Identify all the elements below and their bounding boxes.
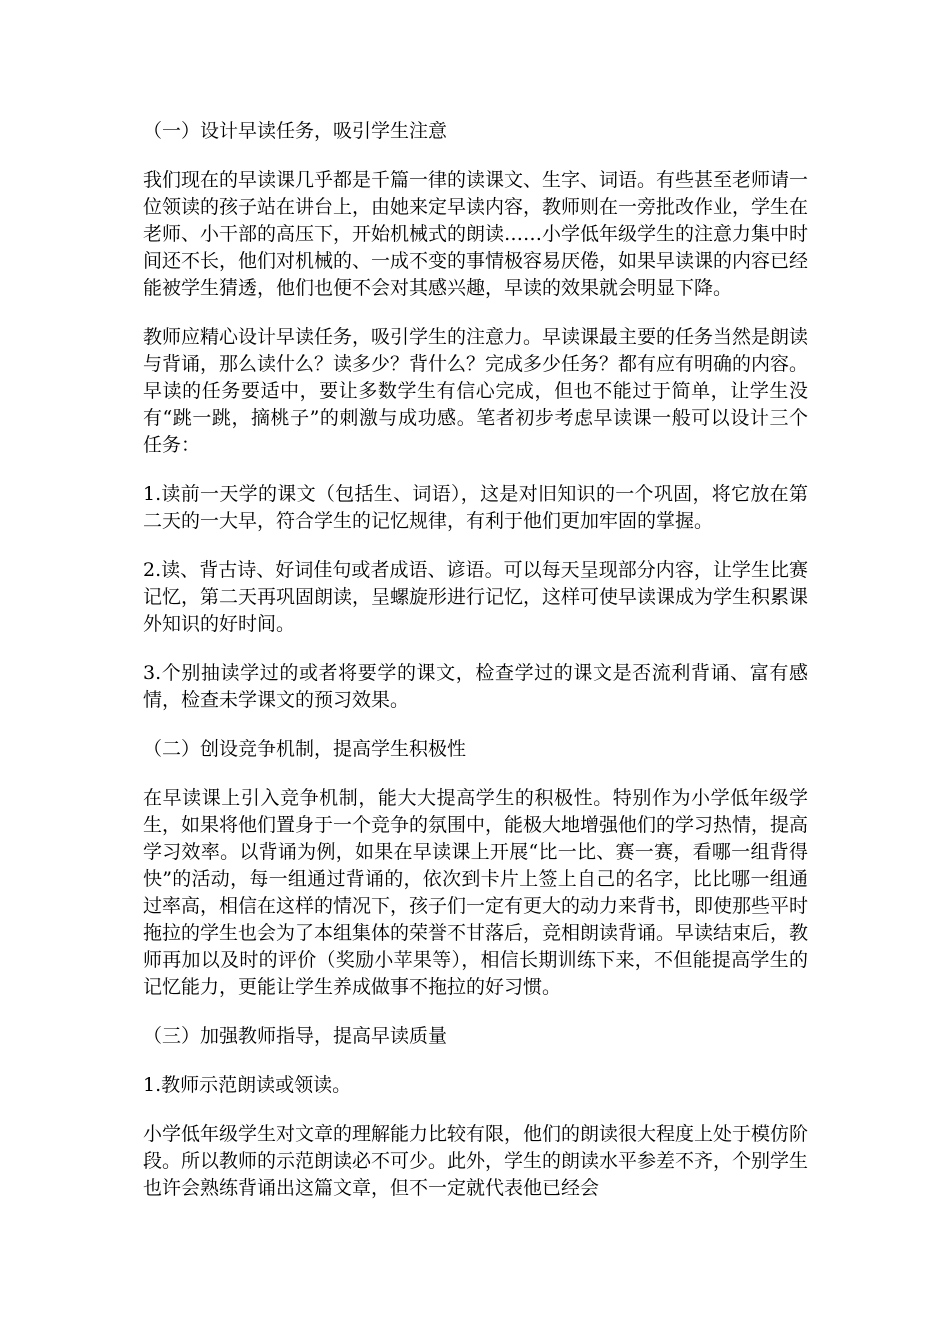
section-heading-2: （二）创设竞争机制，提高学生积极性 — [143, 738, 467, 760]
list-item: 3.个别抽读学过的或者将要学的课文，检查学过的课文是否流利背诵、富有感情，检查未学课文的预习效果。 — [143, 662, 808, 711]
list-item: 1.教师示范朗读或领读。 — [143, 1074, 352, 1096]
paragraph: 在早读课上引入竞争机制，能大大提高学生的积极性。特别作为小学低年级学生，如果将他们置身于一个竞争的氛围中，能极大地增强他们的学习热情，提高学习效率。以背诵为例，如果在早读课上开展“比一比、赛一赛，看哪一组背得快”的活动，每一组通过背诵的，依次到卡片上签上自己的名字，比比哪一组通过率高，相信在这样的情况下，孩子们一定有更大的动力来背书，即使那些平时拖拉的学生也会为了本组集体的荣誉不甘落后，竞相朗读背诵。早读结束后，教师再加以及时的评价（奖励小苹果等），相信长期训练下来，不但能提高学生的记忆能力，更能让学生养成做事不拖拉的好习惯。 — [143, 787, 809, 998]
section-heading-3: （三）加强教师指导，提高早读质量 — [143, 1025, 448, 1047]
list-item: 1.读前一天学的课文（包括生、词语），这是对旧知识的一个巩固，将它放在第二天的一大早，符合学生的记忆规律，有利于他们更加牢固的掌握。 — [143, 483, 808, 532]
paragraph: 小学低年级学生对文章的理解能力比较有限，他们的朗读很大程度上处于模仿阶段。所以教师的示范朗读必不可少。此外，学生的朗读水平参差不齐，个别学生也许会熟练背诵出这篇文章，但不一定就代表他已经会 — [143, 1123, 809, 1199]
paragraph: 教师应精心设计早读任务，吸引学生的注意力。早读课最主要的任务当然是朗读与背诵，那么读什么？读多少？背什么？完成多少任务？都有应有明确的内容。早读的任务要适中，要让多数学生有信心完成，但也不能过于简单，让学生没有“跳一跳，摘桃子”的刺激与成功感。笔者初步考虑早读课一般可以设计三个任务： — [143, 326, 809, 456]
paragraph: 我们现在的早读课几乎都是千篇一律的读课文、生字、词语。有些甚至老师请一位领读的孩子站在讲台上，由她来定早读内容，教师则在一旁批改作业，学生在老师、小干部的高压下，开始机械式的朗读……小学低年级学生的注意力集中时间还不长，他们对机械的、一成不变的事情极容易厌倦，如果早读课的内容已经能被学生猜透，他们也便不会对其感兴趣，早读的效果就会明显下降。 — [143, 169, 809, 299]
list-item: 2.读、背古诗、好词佳句或者成语、谚语。可以每天呈现部分内容，让学生比赛记忆，第二天再巩固朗读，呈螺旋形进行记忆，这样可使早读课成为学生积累课外知识的好时间。 — [143, 559, 809, 635]
document-body — [143, 112, 808, 1224]
section-heading-1: （一）设计早读任务，吸引学生注意 — [143, 120, 448, 142]
